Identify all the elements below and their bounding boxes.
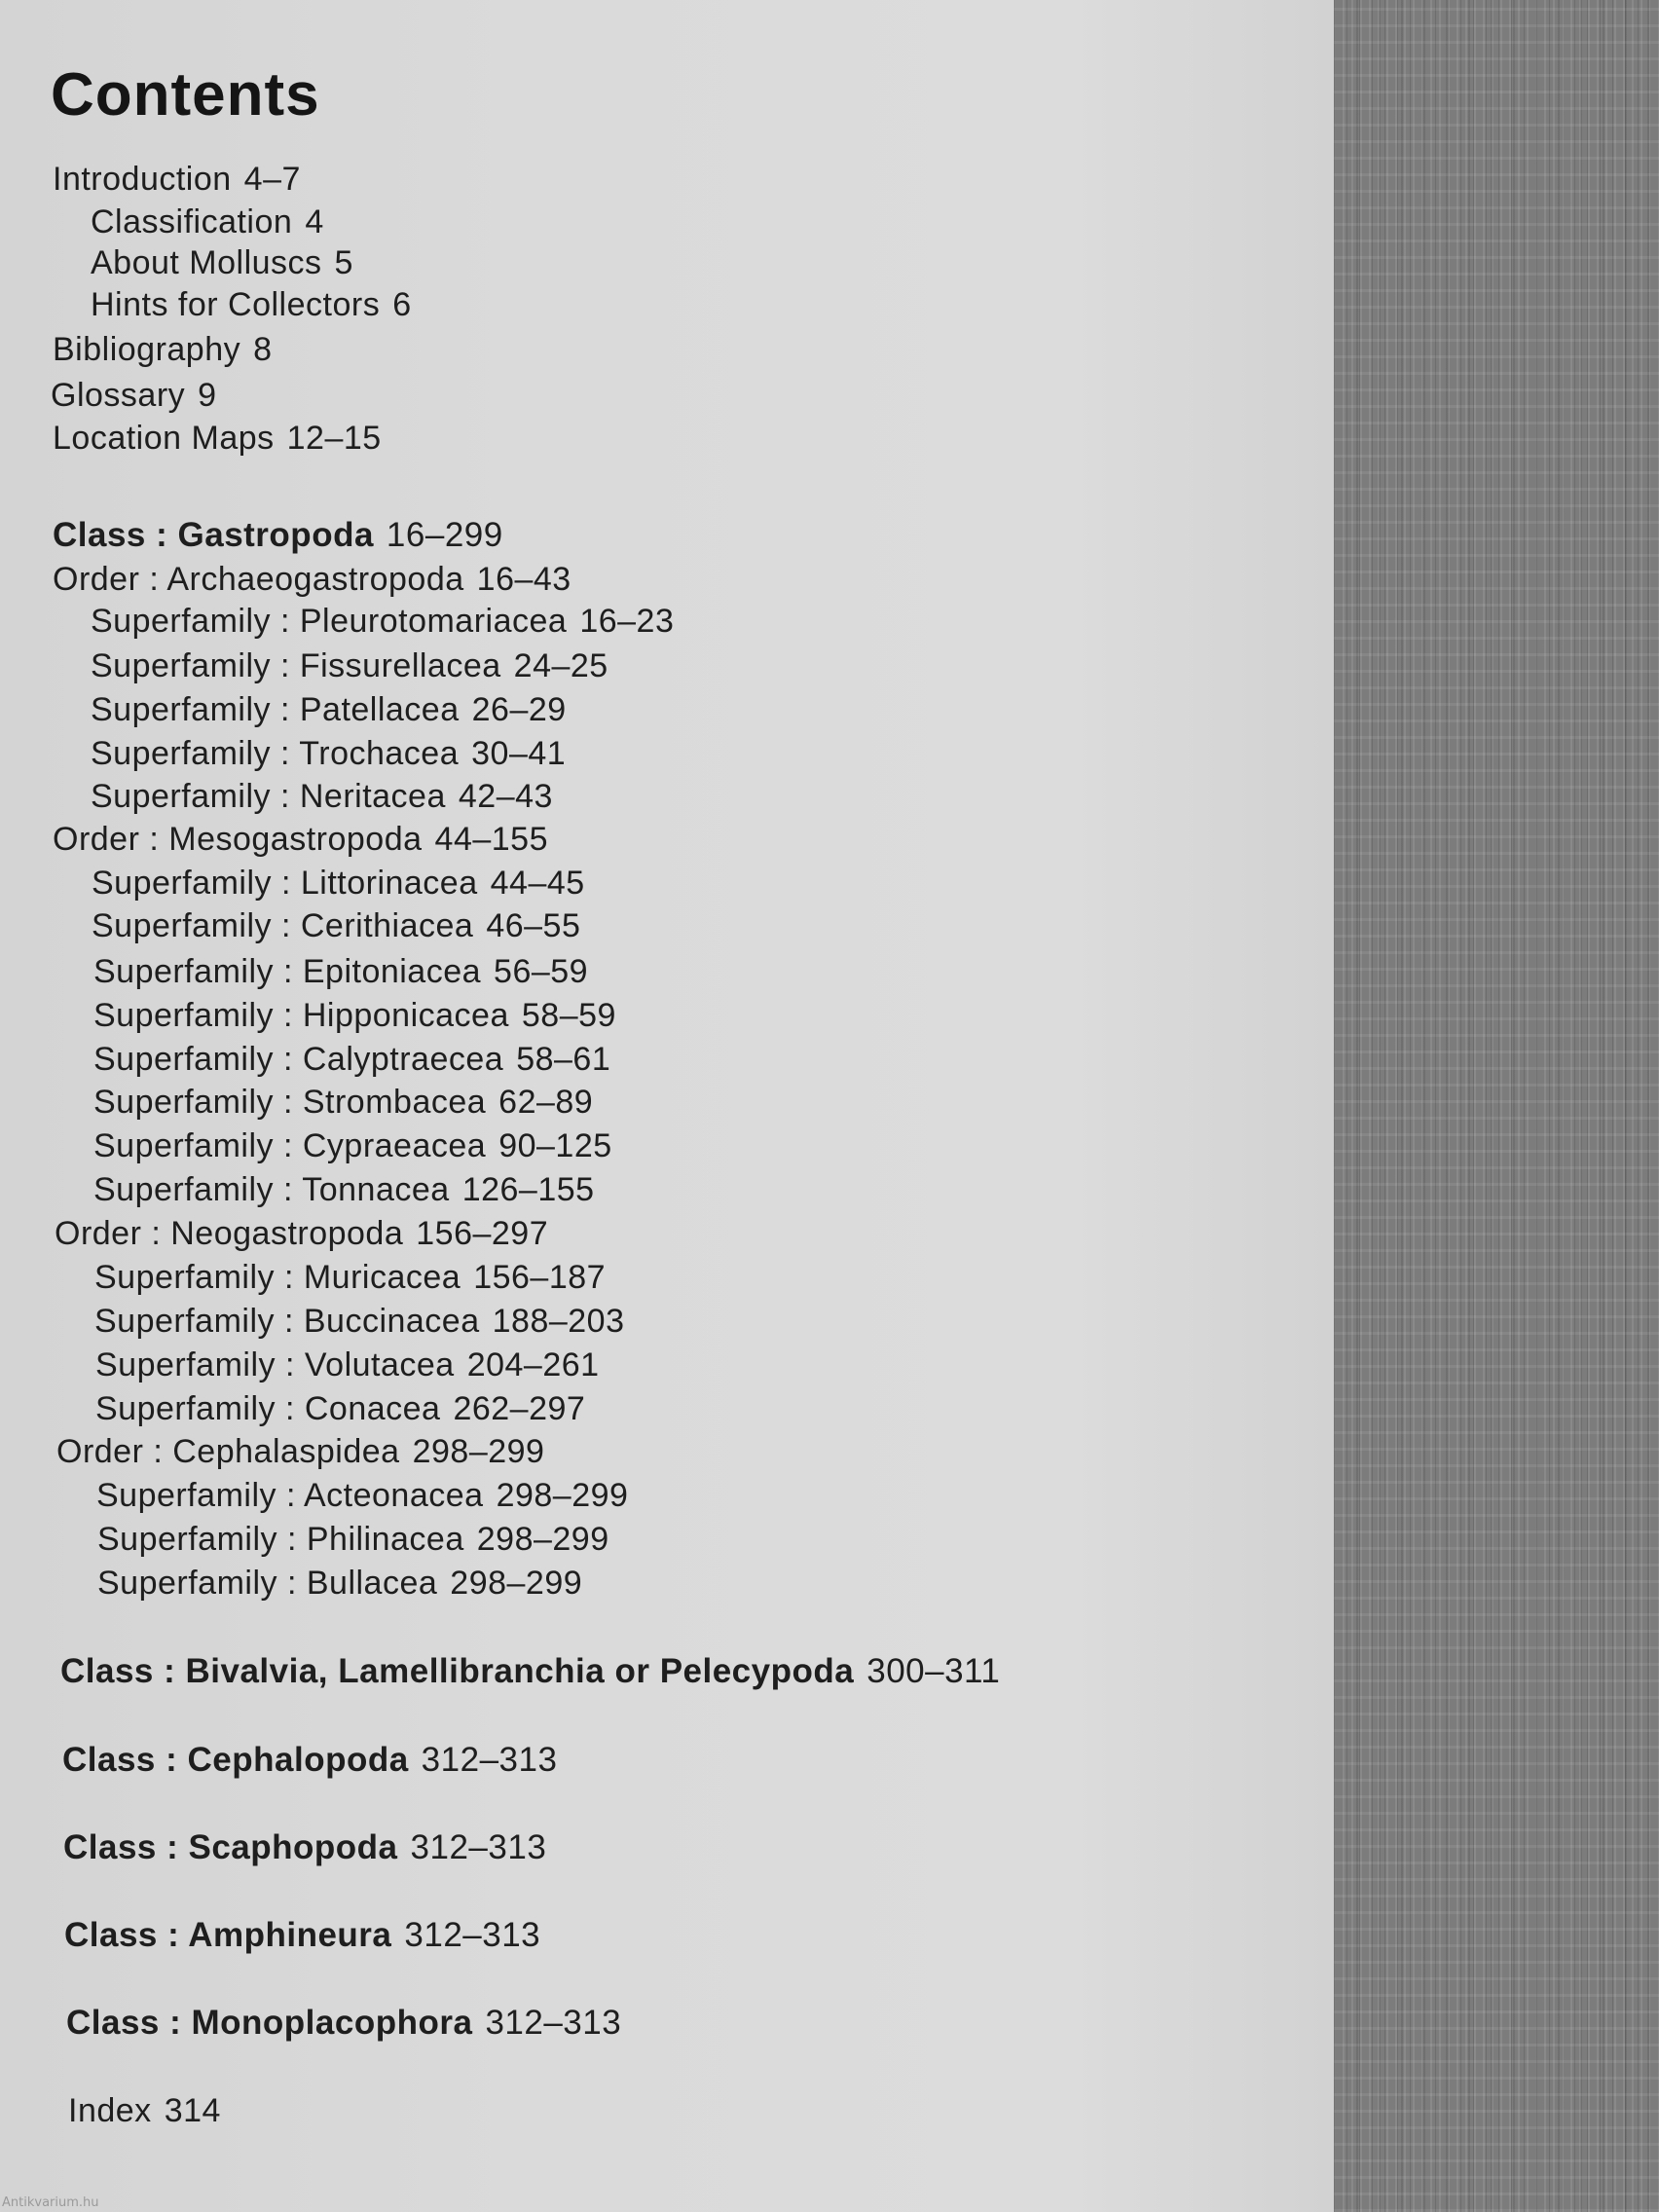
toc-entry [94, 1258, 606, 1297]
toc-entry [53, 330, 273, 369]
toc-entry-title: Class : Bivalvia, Lamellibranchia or Pelecypoda [60, 1652, 855, 1690]
toc-entry-title: Order : Archaeogastropoda [53, 561, 464, 598]
toc-entry-title: Superfamily : Muricacea [94, 1259, 461, 1296]
toc-entry [97, 1564, 582, 1603]
toc-entry-title: Superfamily : Bullacea [97, 1565, 438, 1602]
toc-entry-title: Bibliography [53, 331, 241, 368]
page-title: Contents [51, 61, 320, 129]
toc-entry [64, 1916, 540, 1955]
toc-entry-pages: 16–23 [579, 603, 675, 640]
toc-entry-title: Superfamily : Littorinacea [92, 865, 478, 902]
toc-entry-pages: 44–45 [490, 865, 585, 902]
toc-entry-pages: 30–41 [471, 735, 567, 772]
toc-entry-title: About Molluscs [91, 244, 322, 281]
toc-entry-pages: 42–43 [458, 778, 553, 815]
toc-entry-pages: 298–299 [450, 1565, 583, 1602]
toc-entry-pages: 298–299 [496, 1477, 629, 1514]
toc-entry-title: Hints for Collectors [91, 286, 381, 323]
toc-entry-title: Order : Mesogastropoda [53, 821, 423, 858]
toc-entry-pages: 312–313 [410, 1828, 547, 1866]
toc-entry [91, 690, 567, 729]
toc-entry-pages: 5 [334, 244, 353, 281]
toc-entry [92, 864, 585, 903]
toc-entry-title: Superfamily : Fissurellacea [91, 647, 501, 684]
toc-entry-pages: 314 [164, 2092, 221, 2129]
toc-entry-title: Superfamily : Cerithiacea [92, 907, 474, 944]
toc-entry-pages: 300–311 [866, 1652, 1001, 1690]
toc-entry-title: Order : Neogastropoda [55, 1215, 404, 1252]
toc-entry [91, 285, 412, 324]
toc-entry-title: Class : Cephalopoda [62, 1741, 409, 1779]
toc-entry-title: Order : Cephalaspidea [56, 1433, 400, 1470]
toc-entry [93, 1126, 612, 1165]
toc-entry-pages: 24–25 [513, 647, 608, 684]
toc-entry-pages: 58–61 [516, 1041, 611, 1078]
toc-entry-title: Class : Gastropoda [53, 516, 374, 554]
toc-entry-pages: 204–261 [466, 1346, 600, 1383]
toc-entry-pages: 26–29 [471, 691, 567, 728]
toc-entry [53, 820, 548, 859]
toc-entry-title: Class : Monoplacophora [66, 2004, 473, 2042]
toc-entry [93, 1170, 595, 1209]
toc-entry-title: Superfamily : Neritacea [91, 778, 446, 815]
toc-entry [60, 1652, 1000, 1691]
toc-entry-pages: 4 [305, 203, 324, 240]
toc-entry [63, 1828, 546, 1867]
toc-entry [53, 160, 301, 199]
toc-entry-pages: 16–299 [386, 516, 503, 554]
toc-entry [91, 646, 608, 685]
toc-entry [97, 1520, 609, 1559]
toc-entry [55, 1214, 548, 1253]
toc-entry-title: Superfamily : Conacea [95, 1390, 441, 1427]
toc-entry [66, 2004, 621, 2043]
toc-entry-title: Superfamily : Buccinacea [94, 1303, 480, 1340]
toc-entry-title: Superfamily : Trochacea [91, 735, 460, 772]
toc-entry-title: Location Maps [53, 420, 275, 457]
toc-entry-pages: 312–313 [485, 2004, 622, 2042]
toc-entry-pages: 9 [198, 377, 217, 414]
toc-entry [56, 1432, 544, 1471]
toc-entry-pages: 58–59 [521, 997, 616, 1034]
toc-entry-pages: 312–313 [404, 1916, 541, 1954]
toc-entry-title: Class : Scaphopoda [63, 1828, 398, 1866]
toc-entry [53, 419, 382, 458]
toc-entry-pages: 12–15 [286, 420, 382, 457]
toc-entry [93, 952, 588, 991]
toc-entry [96, 1476, 628, 1515]
toc-entry-pages: 298–299 [412, 1433, 545, 1470]
toc-entry [91, 734, 566, 773]
toc-entry [95, 1389, 585, 1428]
toc-entry [91, 203, 324, 241]
toc-entry-pages: 62–89 [498, 1084, 594, 1121]
toc-entry [93, 1083, 593, 1122]
toc-entry [92, 906, 580, 945]
toc-entry-pages: 46–55 [486, 907, 581, 944]
toc-entry-pages: 156–187 [473, 1259, 607, 1296]
book-cover-edge [1334, 0, 1659, 2212]
toc-entry-title: Superfamily : Patellacea [91, 691, 460, 728]
toc-entry-title: Superfamily : Strombacea [93, 1084, 487, 1121]
toc-entry-title: Superfamily : Acteonacea [96, 1477, 484, 1514]
toc-entry-title: Index [68, 2092, 152, 2129]
toc-entry-title: Classification [91, 203, 293, 240]
toc-entry-pages: 188–203 [492, 1303, 625, 1340]
watermark: Antikvarium.hu [2, 2195, 99, 2210]
toc-entry [91, 777, 553, 816]
toc-entry [62, 1741, 557, 1780]
toc-entry [68, 2091, 221, 2130]
toc-entry-title: Superfamily : Hipponicacea [93, 997, 509, 1034]
toc-entry [91, 243, 353, 282]
toc-entry-pages: 262–297 [453, 1390, 586, 1427]
toc-entry-title: Superfamily : Epitoniacea [93, 953, 482, 990]
toc-entry-title: Superfamily : Pleurotomariacea [91, 603, 568, 640]
toc-entry-pages: 126–155 [461, 1171, 595, 1208]
toc-entry-pages: 312–313 [421, 1741, 558, 1779]
toc-entry-pages: 56–59 [494, 953, 589, 990]
toc-entry-title: Superfamily : Calyptraecea [93, 1041, 504, 1078]
toc-entry-pages: 6 [392, 286, 412, 323]
toc-entry-pages: 44–155 [434, 821, 548, 858]
toc-entry-title: Superfamily : Cypraeacea [93, 1127, 487, 1164]
toc-entry-pages: 90–125 [498, 1127, 612, 1164]
toc-entry [91, 602, 674, 641]
toc-entry-title: Superfamily : Volutacea [95, 1346, 455, 1383]
toc-entry-pages: 156–297 [416, 1215, 549, 1252]
toc-entry-title: Class : Amphineura [64, 1916, 392, 1954]
toc-entry [93, 996, 616, 1035]
toc-entry-pages: 298–299 [476, 1521, 609, 1558]
toc-entry-title: Introduction [53, 161, 232, 198]
toc-entry [94, 1302, 625, 1341]
toc-entry [93, 1040, 610, 1079]
toc-entry-pages: 8 [253, 331, 273, 368]
toc-entry-title: Glossary [51, 377, 186, 414]
toc-entry [53, 516, 503, 555]
toc-entry-title: Superfamily : Philinacea [97, 1521, 464, 1558]
toc-entry [95, 1346, 600, 1384]
toc-entry-title: Superfamily : Tonnacea [93, 1171, 450, 1208]
toc-entry [53, 560, 571, 599]
toc-entry-pages: 4–7 [243, 161, 301, 198]
toc-entry [51, 376, 217, 415]
toc-entry-pages: 16–43 [476, 561, 571, 598]
